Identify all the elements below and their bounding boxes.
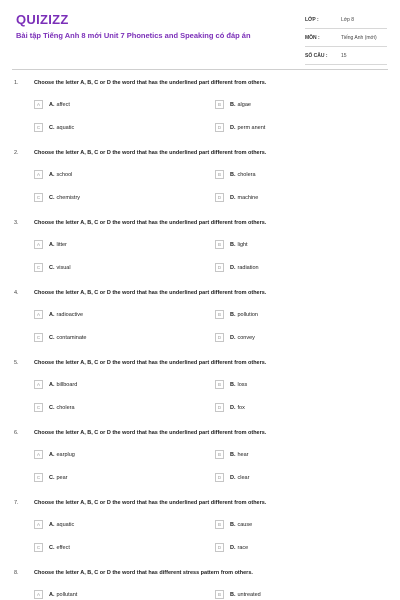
option-letter: B. xyxy=(230,521,236,528)
question-number: 2. xyxy=(14,150,19,156)
option-checkbox[interactable]: A xyxy=(34,100,43,109)
option-b[interactable] xyxy=(215,310,258,319)
question-text: Choose the letter A, B, C or D the word that has the underlined part different from others. xyxy=(34,430,267,436)
meta-label: SỐ CÂU : xyxy=(305,52,328,59)
option-letter: D. xyxy=(230,544,236,551)
option-checkbox[interactable]: B xyxy=(215,590,224,599)
option-text: cause xyxy=(237,521,253,528)
worksheet-title: Bài tập Tiếng Anh 8 mới Unit 7 Phonetics and Speaking có đáp án xyxy=(16,31,251,40)
option-text: untreated xyxy=(237,591,261,598)
question-number: 8. xyxy=(14,570,19,576)
question-7 xyxy=(0,496,400,566)
option-checkbox[interactable]: B xyxy=(215,240,224,249)
option-letter: B. xyxy=(230,241,236,248)
option-text: machine xyxy=(237,194,259,201)
question-text: Choose the letter A, B, C or D the word that has the underlined part different from others. xyxy=(34,150,267,156)
option-text: aquatic xyxy=(56,521,75,528)
option-letter: C. xyxy=(49,544,55,551)
option-letter: A. xyxy=(49,381,55,388)
option-checkbox[interactable]: D xyxy=(215,473,224,482)
option-b[interactable] xyxy=(215,520,252,529)
header-divider xyxy=(12,69,388,70)
option-checkbox[interactable]: C xyxy=(34,263,43,272)
option-d[interactable] xyxy=(215,543,248,552)
meta-value: Tiếng Anh (mới) xyxy=(341,34,377,41)
question-2 xyxy=(0,146,400,216)
option-a[interactable] xyxy=(34,240,67,249)
question-text: Choose the letter A, B, C or D the word that has the underlined part different from others. xyxy=(34,360,267,366)
option-letter: A. xyxy=(49,171,55,178)
option-text: cholera xyxy=(237,171,256,178)
option-checkbox[interactable]: D xyxy=(215,543,224,552)
option-text: loss xyxy=(237,381,248,388)
option-c[interactable] xyxy=(34,263,71,272)
option-text: contaminate xyxy=(56,334,87,341)
option-letter: B. xyxy=(230,101,236,108)
option-checkbox[interactable]: D xyxy=(215,123,224,132)
option-d[interactable] xyxy=(215,473,249,482)
option-a[interactable] xyxy=(34,310,83,319)
option-c[interactable] xyxy=(34,473,68,482)
option-checkbox[interactable]: B xyxy=(215,450,224,459)
option-c[interactable] xyxy=(34,543,70,552)
option-b[interactable] xyxy=(215,590,261,599)
meta-value: 15 xyxy=(341,52,347,59)
option-letter: D. xyxy=(230,334,236,341)
option-letter: D. xyxy=(230,194,236,201)
option-checkbox[interactable]: C xyxy=(34,403,43,412)
question-number: 4. xyxy=(14,290,19,296)
question-5 xyxy=(0,356,400,426)
question-6 xyxy=(0,426,400,496)
option-checkbox[interactable]: A xyxy=(34,380,43,389)
option-checkbox[interactable]: A xyxy=(34,450,43,459)
option-checkbox[interactable]: A xyxy=(34,170,43,179)
meta-value: Lớp 8 xyxy=(341,16,355,23)
option-checkbox[interactable]: D xyxy=(215,263,224,272)
option-letter: A. xyxy=(49,521,55,528)
option-text: billboard xyxy=(56,381,78,388)
option-checkbox[interactable]: C xyxy=(34,193,43,202)
option-letter: C. xyxy=(49,404,55,411)
option-checkbox[interactable]: B xyxy=(215,520,224,529)
option-letter: B. xyxy=(230,591,236,598)
option-c[interactable] xyxy=(34,333,86,342)
option-b[interactable] xyxy=(215,170,256,179)
option-text: perm anent xyxy=(237,124,266,131)
option-checkbox[interactable]: C xyxy=(34,543,43,552)
option-letter: A. xyxy=(49,591,55,598)
option-letter: D. xyxy=(230,404,236,411)
question-number: 3. xyxy=(14,220,19,226)
option-letter: C. xyxy=(49,334,55,341)
option-a[interactable] xyxy=(34,450,75,459)
question-1 xyxy=(0,76,400,146)
option-d[interactable] xyxy=(215,263,259,272)
option-d[interactable] xyxy=(215,333,255,342)
option-text: hear xyxy=(237,451,249,458)
option-letter: C. xyxy=(49,194,55,201)
option-text: affect xyxy=(56,101,70,108)
option-text: school xyxy=(56,171,73,178)
option-letter: C. xyxy=(49,474,55,481)
option-text: light xyxy=(237,241,248,248)
option-text: chemistry xyxy=(56,194,81,201)
option-b[interactable] xyxy=(215,240,248,249)
option-letter: B. xyxy=(230,171,236,178)
option-text: pollutant xyxy=(56,591,78,598)
option-letter: D. xyxy=(230,474,236,481)
option-text: pear xyxy=(56,474,68,481)
question-number: 5. xyxy=(14,360,19,366)
option-d[interactable] xyxy=(215,403,245,412)
option-checkbox[interactable]: A xyxy=(34,520,43,529)
option-checkbox[interactable]: C xyxy=(34,333,43,342)
option-letter: C. xyxy=(49,264,55,271)
meta-row-class xyxy=(305,11,387,29)
quizizz-logo: QUIZIZZ xyxy=(16,12,69,27)
question-text: Choose the letter A, B, C or D the word that has the underlined part different from others. xyxy=(34,500,267,506)
option-checkbox[interactable]: A xyxy=(34,310,43,319)
option-letter: A. xyxy=(49,451,55,458)
option-checkbox[interactable]: B xyxy=(215,380,224,389)
option-b[interactable] xyxy=(215,100,251,109)
question-3 xyxy=(0,216,400,286)
option-text: cholera xyxy=(56,404,75,411)
option-checkbox[interactable]: D xyxy=(215,403,224,412)
meta-label: MÔN : xyxy=(305,34,320,41)
option-checkbox[interactable]: D xyxy=(215,193,224,202)
option-a[interactable] xyxy=(34,380,77,389)
option-text: visual xyxy=(56,264,71,271)
question-number: 1. xyxy=(14,80,19,86)
option-text: radiation xyxy=(237,264,259,271)
question-text: Choose the letter A, B, C or D the word that has the underlined part different from others. xyxy=(34,80,267,86)
option-c[interactable] xyxy=(34,123,74,132)
option-letter: A. xyxy=(49,241,55,248)
option-letter: A. xyxy=(49,101,55,108)
option-letter: D. xyxy=(230,124,236,131)
option-letter: B. xyxy=(230,381,236,388)
question-8 xyxy=(0,566,400,600)
meta-label: LỚP : xyxy=(305,16,319,23)
option-d[interactable] xyxy=(215,193,258,202)
option-a[interactable] xyxy=(34,100,70,109)
question-number: 7. xyxy=(14,500,19,506)
option-c[interactable] xyxy=(34,403,75,412)
option-text: algae xyxy=(237,101,251,108)
option-b[interactable] xyxy=(215,450,249,459)
option-a[interactable] xyxy=(34,170,72,179)
option-checkbox[interactable]: D xyxy=(215,333,224,342)
option-checkbox[interactable]: B xyxy=(215,100,224,109)
option-text: litter xyxy=(56,241,67,248)
question-number: 6. xyxy=(14,430,19,436)
option-checkbox[interactable]: A xyxy=(34,590,43,599)
option-checkbox[interactable]: B xyxy=(215,310,224,319)
option-text: fox xyxy=(237,404,245,411)
option-checkbox[interactable]: C xyxy=(34,123,43,132)
option-letter: A. xyxy=(49,311,55,318)
option-text: aquatic xyxy=(56,124,75,131)
question-text: Choose the letter A, B, C or D the word that has the underlined part different from others. xyxy=(34,220,267,226)
worksheet-meta xyxy=(305,11,387,65)
option-text: clear xyxy=(237,474,250,481)
meta-row-question-count xyxy=(305,47,387,65)
option-letter: B. xyxy=(230,451,236,458)
option-checkbox[interactable]: B xyxy=(215,170,224,179)
option-d[interactable] xyxy=(215,123,265,132)
option-letter: B. xyxy=(230,311,236,318)
option-text: earplug xyxy=(56,451,75,458)
question-4 xyxy=(0,286,400,356)
option-checkbox[interactable]: C xyxy=(34,473,43,482)
option-text: race xyxy=(237,544,249,551)
option-letter: C. xyxy=(49,124,55,131)
option-b[interactable] xyxy=(215,380,247,389)
option-c[interactable] xyxy=(34,193,80,202)
question-text: Choose the letter A, B, C or D the word that has the underlined part different from others. xyxy=(34,290,267,296)
worksheet-header xyxy=(0,0,400,70)
option-text: radioactive xyxy=(56,311,84,318)
option-text: convey xyxy=(237,334,255,341)
option-text: pollution xyxy=(237,311,258,318)
question-list xyxy=(0,76,400,600)
question-text: Choose the letter A, B, C or D the word that has different stress pattern from others. xyxy=(34,570,253,576)
option-a[interactable] xyxy=(34,520,74,529)
option-text: effect xyxy=(56,544,70,551)
option-checkbox[interactable]: A xyxy=(34,240,43,249)
option-a[interactable] xyxy=(34,590,77,599)
meta-row-subject xyxy=(305,29,387,47)
option-letter: D. xyxy=(230,264,236,271)
